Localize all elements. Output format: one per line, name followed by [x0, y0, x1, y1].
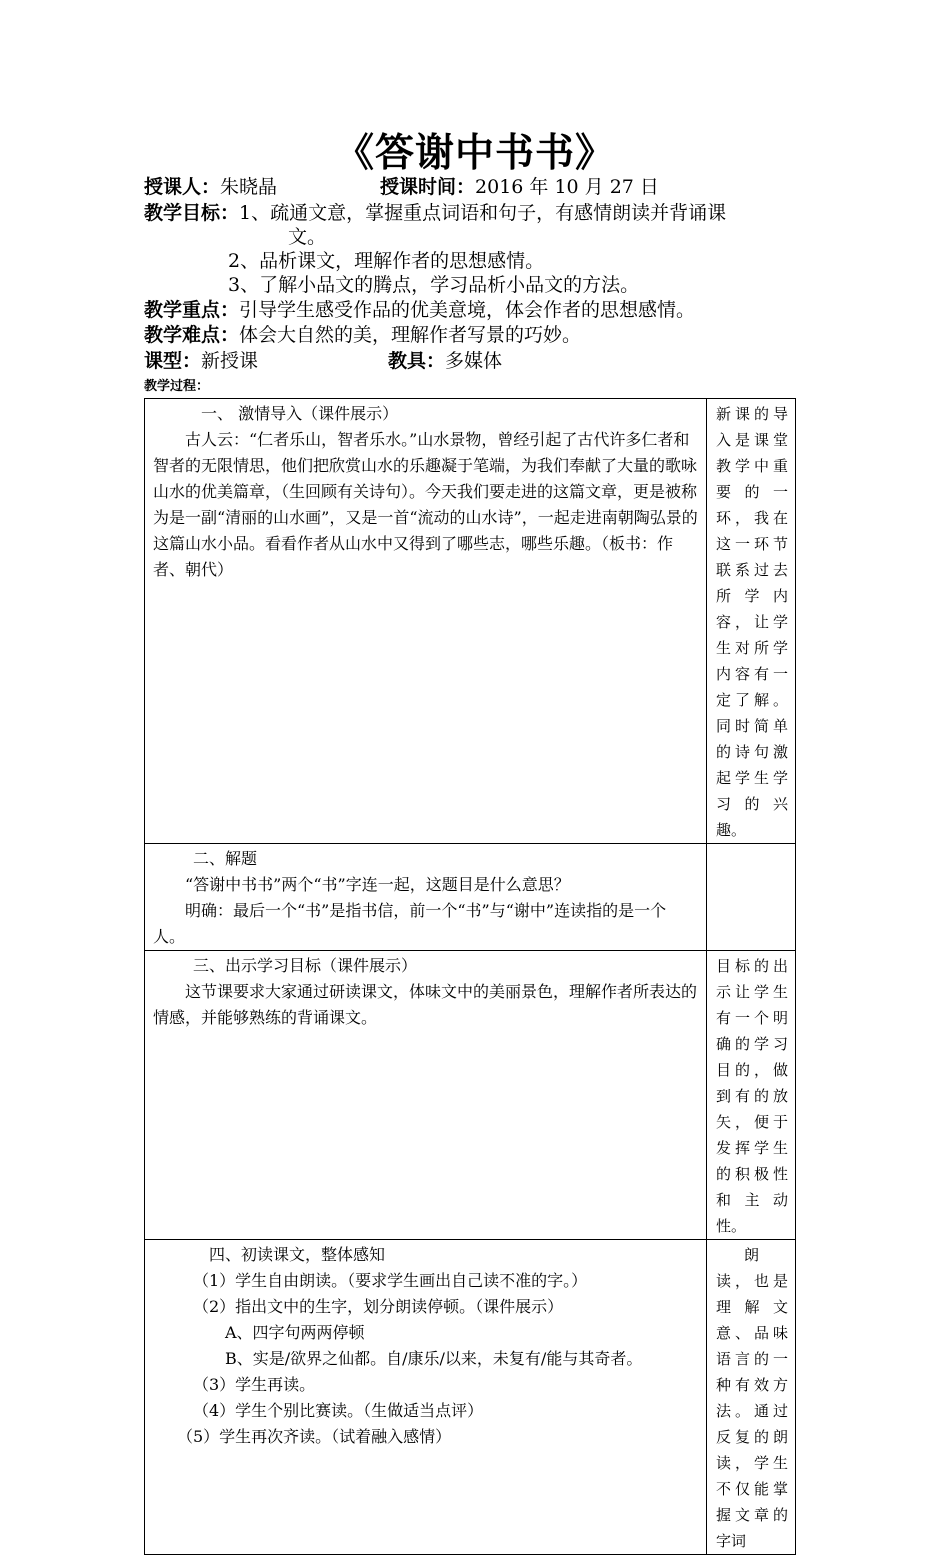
tools-text: 多媒体: [445, 350, 503, 372]
goal-3: 3、了解小品文的腾点，学习品析小品文的方法。: [228, 274, 640, 296]
section-3-heading: 三、出示学习目标（课件展示）: [193, 956, 418, 975]
type-line: [144, 348, 258, 374]
goal-1b: 文。: [288, 226, 327, 248]
section-3-content: [145, 951, 707, 1240]
list-item: A、四字句两两停顿: [225, 1323, 365, 1342]
type-text: 新授课: [201, 350, 259, 372]
time-label: 授课时间：: [380, 176, 476, 198]
section-3-note: 目标的出示让学生有一个明确的学习目的，做到有的放矢，便于发挥学生的积极性和主动性。: [707, 951, 796, 1240]
focus-text: 引导学生感受作品的优美意境，体会作者的思想感情。: [239, 299, 696, 321]
goals-label: 教学目标：: [144, 202, 240, 224]
section-2-content: [145, 844, 707, 951]
time-line: [380, 174, 659, 200]
list-item: B、实是/欲界之仙都。自/康乐/以来，未复有/能与其奇者。: [225, 1349, 643, 1368]
list-item: （1）学生自由朗读。（要求学生画出自己读不准的字。）: [193, 1271, 588, 1290]
type-label: 课型：: [144, 350, 202, 372]
teacher-label: 授课人：: [144, 176, 221, 198]
tools-line: [388, 348, 502, 374]
difficulty-line: [144, 322, 581, 348]
process-label: 教学过程：: [144, 379, 210, 394]
list-item: （2）指出文中的生字，划分朗读停顿。（课件展示）: [193, 1297, 564, 1316]
table-row: [145, 399, 796, 844]
teacher-line: [144, 174, 277, 200]
table-row: [145, 1240, 796, 1555]
section-2-line2: 明确：最后一个“书”是指书信，前一个“书”与“谢中”连读指的是一个人。: [153, 901, 667, 946]
section-4-note: 朗读，也是理解文意、品味语言的一种有效方法。通过反复的朗读，学生不仅能掌握文章的字词: [707, 1240, 796, 1555]
section-1-content: [145, 399, 707, 844]
section-3-body: 这节课要求大家通过研读课文，体味文中的美丽景色，理解作者所表达的情感，并能够熟练的背诵课文。: [153, 982, 698, 1027]
list-item: （3）学生再读。: [193, 1375, 316, 1394]
table-row: [145, 844, 796, 951]
process-table: [144, 398, 796, 1555]
difficulty-label: 教学难点：: [144, 324, 240, 346]
teacher-name: 朱晓晶: [220, 176, 278, 198]
table-row: [145, 951, 796, 1240]
section-2-note: [707, 844, 796, 951]
section-1-body: 古人云：“仁者乐山，智者乐水。”山水景物，曾经引起了古代许多仁者和智者的无限情思，他们把欣赏山水的乐趣凝于笔端，为我们奉献了大量的歌咏山水的优美篇章，（生回顾有关诗句）。今天我们要走进的这篇文章，更是被称为是一副“清丽的山水画”，又是一首“流动的山水诗”，一起走进南朝陶弘景的这篇山水小品。看看作者从山水中又得到了哪些志，哪些乐趣。（板书：作者、朝代）: [153, 430, 698, 579]
section-2-line1: “答谢中书书”两个“书”字连一起，这题目是什么意思？: [185, 875, 570, 894]
goal-1a: 1、疏通文意，掌握重点词语和句子，有感情朗读并背诵课: [239, 202, 727, 224]
section-4-heading: 四、初读课文，整体感知: [209, 1245, 386, 1264]
section-1-heading: 一、 激情导入（课件展示）: [201, 404, 399, 423]
difficulty-text: 体会大自然的美，理解作者写景的巧妙。: [239, 324, 582, 346]
section-4-content: [145, 1240, 707, 1555]
section-2-heading: 二、解题: [193, 849, 258, 868]
goals-line: [144, 200, 726, 226]
lesson-time: 2016 年 10 月 27 日: [475, 176, 659, 198]
list-item: （5）学生再次齐读。（试着融入感情）: [177, 1427, 452, 1446]
section-1-note: 新课的导入是课堂教学中重要的一环，我在这一环节联系过去所学内容，让学生对所学内容有一定了解。同时简单的诗句激起学生学习的兴趣。: [707, 399, 796, 844]
focus-label: 教学重点：: [144, 299, 240, 321]
focus-line: [144, 297, 695, 323]
page-title: 《答谢中书书》: [334, 131, 615, 176]
goal-2: 2、品析课文，理解作者的思想感情。: [228, 250, 545, 272]
tools-label: 教具：: [388, 350, 446, 372]
list-item: （4）学生个别比赛读。（生做适当点评）: [193, 1401, 484, 1420]
